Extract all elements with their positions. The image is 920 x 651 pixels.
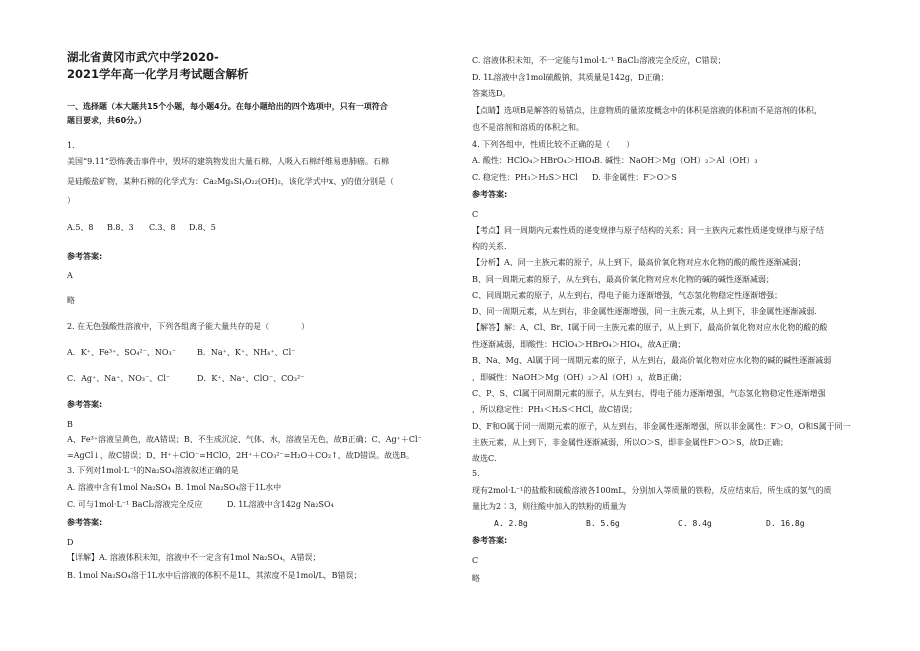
q5-text-cont: 量比为2∶3，则往酸中加入的铁粉的质量为: [472, 502, 627, 511]
q1-number: 1.: [67, 141, 75, 150]
q3-option-c: C. 可与1mol·L⁻¹ BaCl₂溶液完全反应: [67, 500, 203, 509]
q3-explanation-d: D. 1L溶液中含1mol硫酸钠，其质量是142g，D正确；: [472, 73, 669, 82]
q3-answer-label: 参考答案:: [67, 518, 103, 527]
q1-option-a: A.5、8: [67, 223, 94, 232]
q5-number: 5.: [472, 469, 480, 478]
q4-option-d: D. 非金属性：F＞O＞S: [592, 173, 677, 182]
q2-options-row1: [67, 348, 295, 358]
q5-options: [494, 519, 805, 529]
q4-options-row1: [472, 156, 757, 166]
q4-exp-9: B、Na、Mg、Al属于同一周期元素的原子，从左到右，最高价氧化物对应水化物的碱的碱性逐渐减弱: [472, 356, 832, 365]
q4-answer: C: [472, 210, 479, 219]
q4-exp-1: 【考点】同一周期内元素性质的递变规律与原子结构的关系；同一主族内元素性质递变规律与原子结: [472, 226, 824, 235]
q4-exp-15: 故选C．: [472, 454, 503, 463]
q3-answer: D: [67, 538, 74, 547]
q2-option-d: D．K⁺、Na⁺、ClO⁻、CO₃²⁻: [197, 374, 305, 383]
q2-text: 2. 在无色强酸性溶液中，下列各组离子能大量共存的是（ ）: [67, 322, 310, 331]
document-title-line2: 2021学年高一化学月考试题含解析: [67, 67, 249, 81]
q3-option-d: D. 1L溶液中含142g Na₂SO₄: [227, 500, 334, 509]
q1-text-cont: 是硅酸盐矿物，某种石棉的化学式为：Ca₂MgₓSiᵧO₂₂(OH)₂，该化学式中x、y的值分别是（: [67, 177, 394, 186]
section-heading-cont: 题目要求，共60分。）: [67, 116, 147, 125]
q2-option-c: C．Ag⁺、Na⁺、NO₃⁻、Cl⁻: [67, 374, 171, 383]
q4-option-a: A. 酸性：HClO₄＞HBrO₄＞HIO₄: [472, 156, 595, 165]
q2-explanation: A、Fe³⁺溶液呈黄色，故A错误；B、不生成沉淀、气体、水，溶液呈无色，故B正确；C、Ag⁺＋Cl⁻: [67, 435, 422, 444]
q5-answer-label: 参考答案:: [472, 536, 508, 545]
q4-text: 4. 下列各组中，性质比较不正确的是（ ）: [472, 140, 635, 149]
section-heading: 一、选择题（本大题共15个小题，每小题4分。在每小题给出的四个选项中，只有一项符合: [67, 102, 388, 111]
q1-answer: A: [67, 271, 73, 280]
q4-exp-3: 【分析】A、同一主族元素的原子，从上到下，最高价氧化物对应水化物的酸的酸性逐渐减弱；: [472, 258, 806, 267]
q5-text: 现有2mol·L⁻¹的盐酸和硫酸溶液各100mL，分别加入等质量的铁粉，反应结束后，所生成的氢气的质: [472, 486, 832, 495]
q3-options-row2: [67, 500, 334, 510]
q1-answer-label: 参考答案:: [67, 252, 103, 261]
q4-exp-11: C、P、S、Cl属于同周期元素的原子，从左到右，得电子能力逐渐增强，气态氢化物稳定性逐渐增强: [472, 389, 826, 398]
q1-option-c: C.3、8: [149, 223, 176, 232]
q1-note: 略: [67, 296, 75, 305]
q4-answer-label: 参考答案:: [472, 190, 508, 199]
q1-text-end: ）: [67, 196, 75, 205]
q2-options-row2: [67, 374, 304, 384]
q3-tip-cont: 也不是溶剂和溶质的体积之和。: [472, 123, 584, 132]
q3-answer-choice: 答案选D。: [472, 89, 511, 98]
q4-exp-8: 性逐渐减弱，即酸性：HClO₄＞HBrO₄＞HIO₄，故A正确；: [472, 340, 686, 349]
q4-exp-2: 构的关系．: [472, 242, 512, 251]
q3-tip: 【点睛】选项B是解答的易错点，注意物质的量浓度概念中的体积是溶液的体积而不是溶剂的体积，: [472, 106, 822, 115]
q3-option-b: B. 1mol Na₂SO₄溶于1L水中: [175, 483, 282, 492]
q4-exp-13: D、F和O属于同一周期元素的原子，从左到右，非金属性逐渐增强，所以非金属性：F＞O，O和S属于同一: [472, 422, 851, 431]
q2-option-a: A．K⁺、Fe³⁺、SO₄²⁻、NO₃⁻: [67, 348, 176, 357]
q5-note: 略: [472, 574, 480, 583]
q5-option-a: A. 2.8g: [494, 519, 528, 528]
q4-exp-12: ，所以稳定性：PH₃＜H₂S＜HCl，故C错误；: [472, 405, 638, 414]
q4-exp-7: 【解答】解：A、Cl、Br、I属于同一主族元素的原子，从上到下，最高价氧化物对应水化物的酸的酸: [472, 323, 828, 332]
q1-option-b: B.8、3: [107, 223, 134, 232]
q4-option-c: C. 稳定性：PH₃＞H₂S＞HCl: [472, 173, 578, 182]
q5-option-b: B. 5.6g: [586, 519, 620, 528]
q3-explanation-c: C. 溶液体积未知，不一定能与1mol·L⁻¹ BaCl₂溶液完全反应，C错误；: [472, 56, 726, 65]
document-title-line1: 湖北省黄冈市武穴中学2020-: [67, 50, 219, 64]
q1-option-d: D.8、5: [189, 223, 216, 232]
q3-explanation-b: B. 1mol Na₂SO₄溶于1L水中后溶液的体积不是1L，其浓度不是1mol/L，B错误；: [67, 571, 362, 580]
q3-text: 3. 下列对1mol·L⁻¹的Na₂SO₄溶液叙述正确的是: [67, 466, 239, 475]
q3-options-row1: [67, 483, 281, 493]
q4-exp-14: 主族元素，从上到下，非金属性逐渐减弱，所以O＞S，即非金属性F＞O＞S，故D正确；: [472, 438, 789, 447]
q1-options: [67, 223, 216, 233]
q4-exp-6: D、同一周期元素，从左到右，非金属性逐渐增强，同一主族元素，从上到下，非金属性逐渐减弱．: [472, 307, 823, 316]
q4-options-row2: [472, 173, 677, 183]
q2-option-b: B．Na⁺、K⁺、NH₄⁺、Cl⁻: [197, 348, 296, 357]
q4-exp-10: ，即碱性：NaOH＞Mg（OH）₂＞Al（OH）₃，故B正确；: [472, 373, 687, 382]
q4-exp-5: C、同周期元素的原子，从左到右，得电子能力逐渐增强，气态氢化物稳定性逐渐增强；: [472, 291, 783, 300]
q5-answer: C: [472, 556, 479, 565]
q5-option-c: C. 8.4g: [678, 519, 712, 528]
q5-option-d: D. 16.8g: [766, 519, 805, 528]
q3-explanation: 【详解】A. 溶液体积未知，溶液中不一定含有1mol Na₂SO₄，A错误；: [67, 553, 321, 562]
q4-exp-4: B、同一周期元素的原子，从左到右，最高价氧化物对应水化物的碱的碱性逐渐减弱；: [472, 275, 774, 284]
q3-option-a: A. 溶液中含有1mol Na₂SO₄: [67, 483, 171, 492]
q2-explanation-cont: =AgCl↓，故C错误；D、H⁺＋ClO⁻=HClO，2H⁺＋CO₃²⁻=H₂O＋CO₂↑，故D错误。故选B。: [67, 451, 415, 460]
q2-answer-label: 参考答案:: [67, 400, 103, 409]
q4-option-b: B. 碱性：NaOH＞Mg（OH）₂＞Al（OH）₃: [594, 156, 758, 165]
q1-text: 美国“9.11”恐怖袭击事件中，毁坏的建筑物发出大量石棉，人吸入石棉纤维易患肺癌。石棉: [67, 157, 389, 166]
q2-answer: B: [67, 420, 73, 429]
